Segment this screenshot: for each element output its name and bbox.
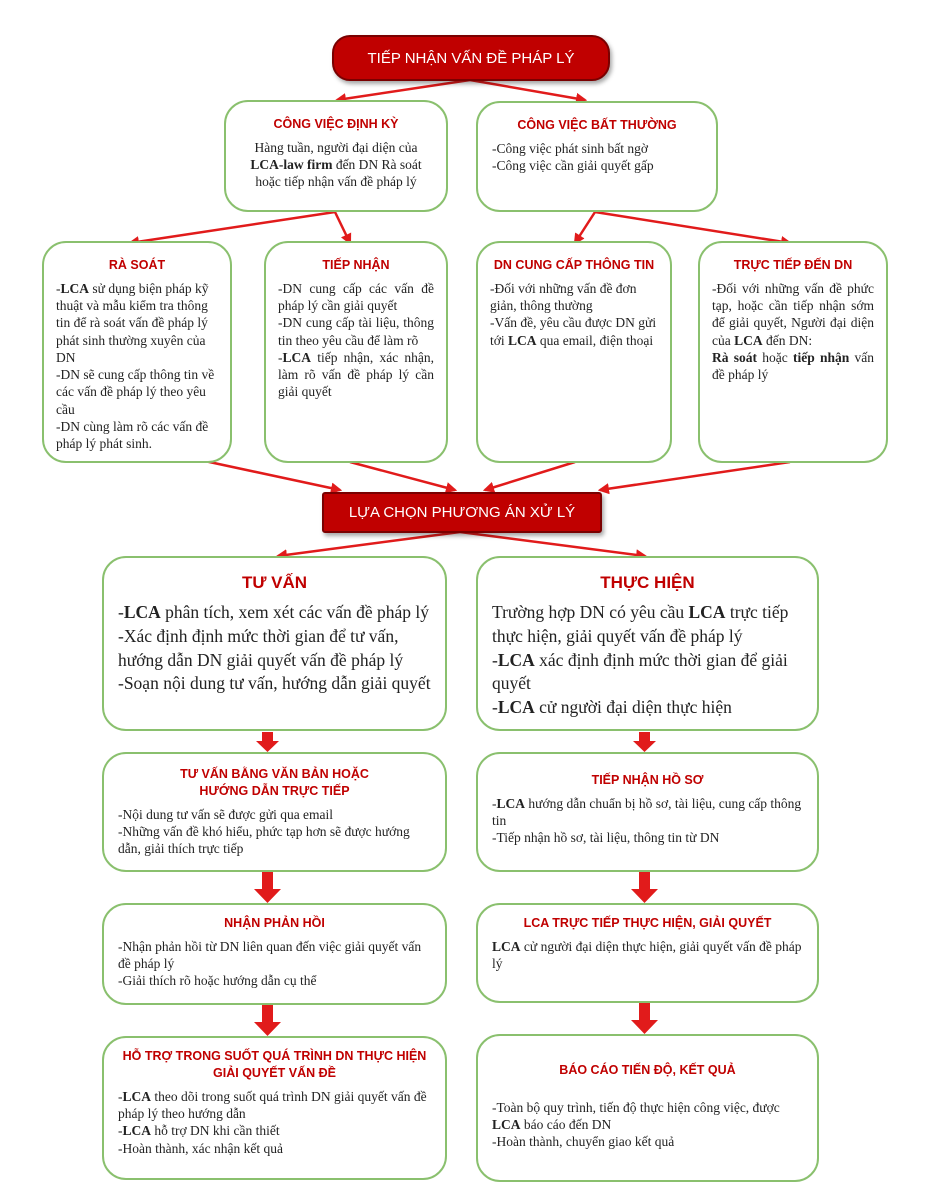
text-run: hoặc (757, 349, 793, 365)
title-ra-soat: RÀ SOÁT (108, 258, 166, 272)
title-tu-van-van-ban (118, 766, 431, 800)
arrow-ra-soat-to-middle (200, 460, 340, 490)
text-run: -Đối với những vấn đề đơn giản, thông thường (490, 280, 637, 314)
text-run: hỗ trợ DN khi cần thiết (151, 1123, 280, 1139)
body-line (492, 696, 803, 720)
body-line (118, 1088, 431, 1123)
text-run: theo dõi trong suốt quá trình DN giải quyết vấn đề pháp lý theo hướng dẫn (118, 1088, 427, 1122)
body-line (490, 314, 658, 349)
title-truc-tiep-den-dn: TRỰC TIẾP ĐẾN DN (733, 258, 853, 272)
bold-text: LCA (492, 1117, 521, 1133)
box-truc-tiep-den-dn (698, 241, 888, 463)
title-bao-cao: BÁO CÁO TIẾN ĐỘ, KẾT QUẢ (559, 1063, 736, 1077)
arrow-tiep-nhan-to-middle (350, 462, 455, 490)
body-line (56, 418, 218, 453)
text-run: -DN cùng làm rõ các vấn đề pháp lý phát sinh. (56, 419, 209, 452)
down-arrow-ho-so-to-truc-tiep-thuc-hien (631, 872, 658, 903)
bold-text: tiếp nhận (792, 349, 850, 365)
box-cong-viec-dinh-ky (224, 100, 448, 212)
body-bao-cao (492, 1099, 803, 1151)
title-tu-van-van-ban-line-2: HƯỚNG DẪN TRỰC TIẾP (199, 783, 350, 798)
body-line (118, 823, 431, 858)
text-run: -Giải thích rõ hoặc hướng dẫn cụ thể (118, 973, 317, 989)
body-line (492, 649, 803, 697)
text-run: -Vấn đề, yêu cầu được DN gửi tới (490, 315, 657, 348)
body-line (118, 672, 431, 696)
text-run: vấn đề pháp lý (712, 349, 875, 383)
text-run: - (278, 349, 283, 365)
banner-lua-chon-phuong-an (322, 492, 602, 533)
bold-text: LCA (734, 332, 763, 348)
body-line (118, 938, 431, 973)
body-line (240, 156, 432, 173)
text-run: -Hoàn thành, xác nhận kết quả (118, 1140, 283, 1156)
box-ho-tro (102, 1036, 447, 1180)
title-cong-viec-dinh-ky: CÔNG VIỆC ĐỊNH KỲ (273, 117, 399, 131)
text-run: đến DN: (762, 332, 813, 348)
text-run: -Công việc cần giải quyết gấp (492, 158, 654, 174)
arrow-top-to-bat-thuong (470, 80, 585, 100)
down-arrow-thuc-hien-to-ho-so (633, 732, 656, 752)
title-ho-tro-line-2: GIẢI QUYẾT VẤN ĐỀ (213, 1065, 336, 1080)
box-tu-van-van-ban (102, 752, 447, 872)
text-run: sử dụng biện pháp kỹ thuật và mẫu kiểm tra thông tin để rà soát vấn đề pháp lý phát sinh thường xuyên của DN (56, 280, 209, 365)
title-tiep-nhan-ho-so: TIẾP NHẬN HỒ SƠ (591, 773, 704, 787)
body-line (56, 366, 218, 418)
text-run: tiếp nhận, xác nhận, làm rõ vấn đề pháp lý cần giải quyết (278, 349, 434, 400)
title-lca-truc-tiep-thuc-hien: LCA TRỰC TIẾP THỰC HIỆN, GIẢI QUYẾT (523, 916, 772, 930)
body-line (278, 314, 434, 349)
box-nhan-phan-hoi (102, 903, 447, 1005)
bold-text: LCA (508, 332, 537, 348)
body-cong-viec-bat-thuong (492, 140, 702, 175)
title-cong-viec-bat-thuong: CÔNG VIỆC BẤT THƯỜNG (517, 118, 677, 132)
body-thuc-hien (492, 601, 803, 720)
arrow-middle-to-tu-van (278, 532, 460, 556)
text-run: - (118, 1088, 123, 1104)
body-line (492, 601, 803, 649)
body-nhan-phan-hoi (118, 938, 431, 990)
text-run: -Những vấn đề khó hiểu, phức tạp hơn sẽ được hướng dẫn, giải thích trực tiếp (118, 824, 410, 857)
body-line (118, 806, 431, 823)
body-ho-tro (118, 1088, 431, 1157)
title-nhan-phan-hoi: NHẬN PHẢN HỒI (224, 916, 325, 930)
body-line (492, 140, 702, 157)
bold-text: LCA (688, 601, 726, 622)
arrow-truc-tiep-to-middle (600, 462, 790, 490)
text-run: -DN cung cấp tài liệu, thông tin theo yêu cầu để làm rõ (278, 315, 434, 348)
body-line (118, 625, 431, 673)
title-ho-tro (118, 1048, 431, 1082)
text-run: -Tiếp nhận hồ sơ, tài liệu, thông tin từ DN (492, 830, 720, 846)
arrow-middle-to-thuc-hien (460, 532, 645, 556)
text-run: -Công việc phát sinh bất ngờ (492, 140, 648, 156)
text-run: đến DN Rà soát (332, 157, 422, 173)
text-run: hướng dẫn chuẩn bị hồ sơ, tài liệu, cung cấp thông tin (492, 795, 802, 829)
arrow-dinh-ky-to-tiep-nhan (335, 212, 350, 243)
title-tiep-nhan: TIẾP NHẬN (322, 258, 390, 272)
bold-text: LCA (492, 938, 521, 954)
title-tu-van: TƯ VẤN (241, 573, 308, 592)
text-run: hoặc tiếp nhận vấn đề pháp lý (255, 174, 417, 190)
bold-text: LCA (497, 649, 535, 670)
box-ra-soat (42, 241, 232, 463)
title-ho-tro-line-1: HỖ TRỢ TRONG SUỐT QUÁ TRÌNH DN THỰC HIỆN (122, 1049, 427, 1063)
body-line (492, 938, 803, 973)
text-run: Hàng tuần, người đại diện của (254, 139, 418, 155)
box-tiep-nhan (264, 241, 448, 463)
body-tiep-nhan (278, 280, 434, 401)
text-run: cử người đại diện thực hiện (534, 697, 732, 718)
bold-text: LCA (122, 1088, 152, 1104)
bold-text: LCA (122, 1123, 152, 1139)
body-ra-soat (56, 280, 218, 453)
down-arrow-van-ban-to-phan-hoi (254, 872, 281, 903)
arrow-bat-thuong-to-dn-cung-cap (575, 212, 595, 243)
body-lca-truc-tiep-thuc-hien (492, 938, 803, 973)
body-line (240, 139, 432, 156)
down-arrow-truc-tiep-thuc-hien-to-bao-cao (631, 1003, 658, 1034)
body-tu-van-van-ban (118, 806, 431, 858)
arrow-dinh-ky-to-ra-soat (130, 212, 335, 243)
box-bao-cao (476, 1034, 819, 1182)
title-dn-cung-cap: DN CUNG CẤP THÔNG TIN (493, 258, 655, 272)
text-run: -Soạn nội dung tư vấn, hướng dẫn giải quyết (118, 673, 431, 694)
arrow-bat-thuong-to-truc-tiep (595, 212, 790, 243)
text-run: qua email, điện thoại (536, 332, 654, 348)
body-line (118, 1122, 431, 1139)
title-tu-van-van-ban-line-1: TƯ VẤN BẰNG VĂN BẢN HOẶC (180, 767, 369, 781)
text-run: - (118, 1123, 123, 1139)
body-line (490, 280, 658, 315)
body-line (492, 157, 702, 174)
text-run: Trường hợp DN có yêu cầu (492, 601, 689, 622)
bold-text: LCA (123, 601, 161, 622)
body-line (56, 280, 218, 366)
down-arrow-phan-hoi-to-ho-tro (254, 1005, 281, 1036)
body-line (712, 349, 874, 384)
text-run: -DN sẽ cung cấp thông tin về các vấn đề pháp lý theo yêu cầu (56, 367, 215, 417)
box-dn-cung-cap-thong-tin (476, 241, 672, 463)
down-arrow-tu-van-to-van-ban (256, 732, 279, 752)
body-truc-tiep-den-dn (712, 280, 874, 384)
bold-text: LCA (497, 697, 535, 718)
text-run: -DN cung cấp các vấn đề pháp lý cần giải quyết (278, 280, 434, 314)
arrow-top-to-dinh-ky (337, 80, 470, 100)
bold-text: Rà soát (712, 349, 757, 365)
text-run: - (118, 601, 124, 622)
bold-text: LCA-law firm (250, 157, 333, 173)
body-line (118, 972, 431, 989)
text-run: cử người đại diện thực hiện, giải quyết vấn đề pháp lý (492, 938, 802, 972)
text-run: - (492, 795, 497, 811)
bold-text: LCA (60, 280, 90, 296)
text-run: xác định định mức thời gian để giải quyết (492, 649, 788, 694)
bold-text: LCA (496, 795, 526, 811)
text-run: -Đối với những vấn đề phức tạp, hoặc cần tiếp nhận sớm để giải quyết, Người đại diện của (712, 280, 874, 348)
body-cong-viec-dinh-ky (240, 139, 432, 191)
body-line (492, 829, 803, 846)
body-line (492, 1099, 803, 1134)
arrow-dn-cung-cap-to-middle (485, 462, 575, 490)
text-run: - (492, 697, 498, 718)
text-run: phân tích, xem xét các vấn đề pháp lý (160, 601, 430, 622)
banner-tiep-nhan-label: TIẾP NHẬN VẤN ĐỀ PHÁP LÝ (367, 49, 575, 67)
box-thuc-hien (476, 556, 819, 731)
box-lca-truc-tiep-thuc-hien (476, 903, 819, 1003)
body-line (118, 1140, 431, 1157)
body-tu-van (118, 601, 431, 696)
body-tiep-nhan-ho-so (492, 795, 803, 847)
text-run: -Xác định định mức thời gian để tư vấn, hướng dẫn DN giải quyết vấn đề pháp lý (118, 625, 404, 670)
box-tiep-nhan-ho-so (476, 752, 819, 872)
body-line (278, 280, 434, 315)
text-run: -Hoàn thành, chuyển giao kết quả (492, 1134, 675, 1150)
text-run: -Toàn bộ quy trình, tiến độ thực hiện công việc, được (492, 1099, 780, 1115)
title-thuc-hien: THỰC HIỆN (600, 573, 695, 592)
body-line (240, 173, 432, 190)
banner-tiep-nhan-van-de (332, 35, 610, 81)
text-run: báo cáo đến DN (520, 1117, 612, 1133)
text-run: - (56, 280, 61, 296)
box-cong-viec-bat-thuong (476, 101, 718, 212)
bold-text: LCA (282, 349, 312, 365)
text-run: -Nhận phản hồi từ DN liên quan đến việc giải quyết vấn đề pháp lý (118, 938, 422, 972)
body-line (492, 1133, 803, 1150)
text-run: -Nội dung tư vấn sẽ được gửi qua email (118, 806, 334, 822)
text-run: trực tiếp thực hiện, giải quyết vấn đề pháp lý (492, 601, 789, 646)
banner-lua-chon-label: LỰA CHỌN PHƯƠNG ÁN XỬ LÝ (348, 504, 576, 521)
body-dn-cung-cap (490, 280, 658, 349)
text-run: - (492, 649, 498, 670)
body-line (492, 795, 803, 830)
box-tu-van (102, 556, 447, 731)
body-line (712, 280, 874, 349)
body-line (118, 601, 431, 625)
body-line (278, 349, 434, 401)
